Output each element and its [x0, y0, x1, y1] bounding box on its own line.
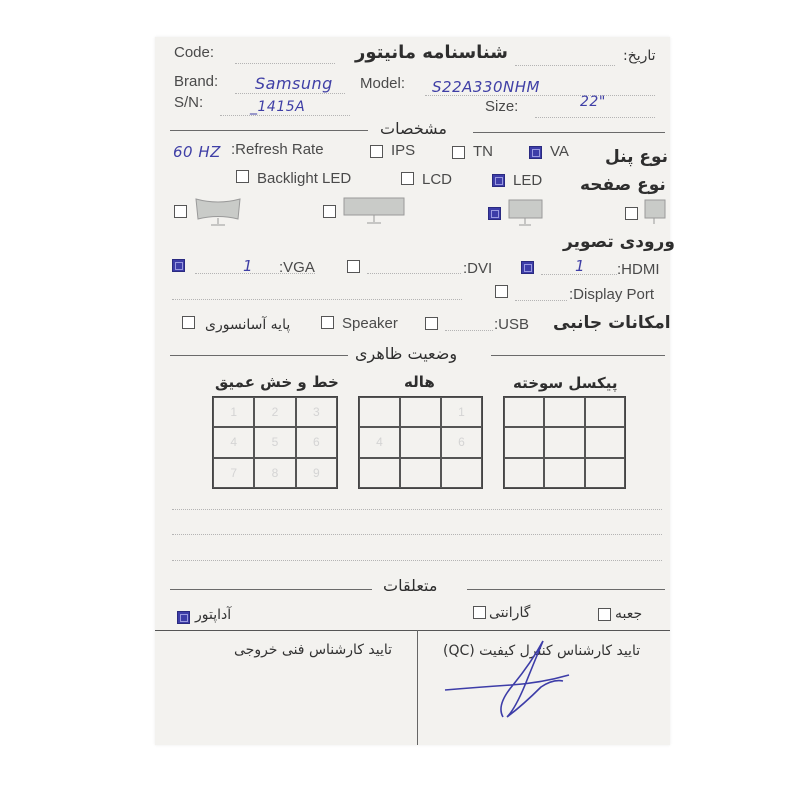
curved-monitor-icon	[195, 197, 241, 227]
vga-count: 1	[243, 257, 254, 275]
vga-checkbox[interactable]	[172, 259, 185, 272]
refresh-rate-value: 60 HZ	[173, 143, 221, 161]
led-checkbox[interactable]	[492, 174, 505, 187]
grid-cell[interactable]	[504, 427, 544, 457]
dvi-checkbox[interactable]	[347, 260, 360, 273]
screen-type-label: نوع صفحه	[580, 175, 666, 195]
vga-label: :VGA	[279, 259, 315, 276]
grid-cell[interactable]: 3	[296, 397, 337, 427]
grid-cell[interactable]: 6	[296, 427, 337, 457]
form-title: شناسنامه مانیتور	[355, 42, 508, 63]
hdmi-checkbox[interactable]	[521, 261, 534, 274]
grid-cell[interactable]	[504, 458, 544, 488]
backlight-led-checkbox[interactable]	[236, 170, 249, 183]
size-value: 22"	[580, 94, 606, 110]
ultrawide-monitor-checkbox[interactable]	[323, 205, 336, 218]
halo-grid	[358, 396, 483, 489]
hdmi-label: :HDMI	[617, 261, 660, 278]
hdmi-count: 1	[575, 257, 586, 275]
grid-cell[interactable]: 7	[213, 458, 254, 488]
sn-label: S/N:	[174, 94, 204, 111]
grid-cell[interactable]: 6	[441, 427, 482, 457]
lcd-checkbox[interactable]	[401, 172, 414, 185]
grid-cell[interactable]	[544, 427, 584, 457]
adapter-label: آداپتور	[195, 607, 232, 623]
small-monitor-icon	[644, 199, 666, 229]
grid-cell[interactable]: 8	[254, 458, 295, 488]
dead-pixel-grid	[503, 396, 626, 489]
grid-cell[interactable]: 5	[254, 427, 295, 457]
panel-type-label: نوع پنل	[605, 147, 669, 167]
grid-cell[interactable]	[400, 458, 441, 488]
displayport-label: :Display Port	[569, 286, 655, 303]
date-label: تاریخ:	[623, 48, 656, 64]
curved-monitor-checkbox[interactable]	[174, 205, 187, 218]
grid-cell[interactable]	[544, 397, 584, 427]
grid-cell[interactable]	[400, 397, 441, 427]
features-label: امکانات جانبی	[553, 313, 671, 333]
adapter-checkbox[interactable]	[177, 611, 190, 624]
tn-label: TN	[473, 143, 493, 160]
grid-cell[interactable]	[504, 397, 544, 427]
ips-label: IPS	[391, 142, 416, 159]
flat-monitor-icon	[508, 199, 544, 229]
grid-cell[interactable]	[585, 397, 625, 427]
dvi-label: :DVI	[463, 260, 493, 277]
specs-heading: مشخصات	[380, 119, 447, 138]
video-inputs-label: ورودی تصویر	[563, 232, 675, 252]
va-label: VA	[550, 143, 569, 160]
qc-signature	[441, 635, 581, 725]
usb-label: :USB	[494, 316, 530, 333]
scratch-label: خط و خش عمیق	[215, 373, 339, 391]
code-label: Code:	[174, 44, 215, 61]
flat-monitor-checkbox[interactable]	[488, 207, 501, 220]
small-monitor-checkbox[interactable]	[625, 207, 638, 220]
box-checkbox[interactable]	[598, 608, 611, 621]
speaker-label: Speaker	[342, 315, 398, 332]
grid-cell[interactable]	[441, 458, 482, 488]
led-label: LED	[513, 172, 543, 189]
qc-approval-label: تایید کارشناس کنترل کیفیت (QC)	[443, 643, 641, 659]
condition-heading: وضعیت ظاهری	[355, 344, 458, 363]
refresh-rate-label: :Refresh Rate	[231, 141, 324, 158]
dead-pixel-label: پیکسل سوخته	[513, 374, 618, 392]
warranty-label: گارانتی	[489, 605, 531, 621]
grid-cell[interactable]	[585, 458, 625, 488]
form-sheet	[155, 37, 675, 745]
backlight-led-label: Backlight LED	[257, 170, 352, 187]
warranty-checkbox[interactable]	[473, 606, 486, 619]
grid-cell[interactable]: 9	[296, 458, 337, 488]
tech-approval-label: تایید کارشناس فنی خروجی	[234, 642, 393, 658]
speaker-checkbox[interactable]	[321, 316, 334, 329]
grid-cell[interactable]: 2	[254, 397, 295, 427]
grid-cell[interactable]: 4	[213, 427, 254, 457]
scratch-grid	[212, 396, 338, 489]
grid-cell[interactable]	[400, 427, 441, 457]
sn-value: _1415A	[250, 99, 306, 115]
elevator-stand-checkbox[interactable]	[182, 316, 195, 329]
grid-cell[interactable]	[585, 427, 625, 457]
grid-cell[interactable]: 1	[441, 397, 482, 427]
model-value: S22A330NHM	[432, 78, 540, 96]
grid-cell[interactable]	[359, 397, 400, 427]
grid-cell[interactable]: 4	[359, 427, 400, 457]
accessories-heading: متعلقات	[383, 576, 438, 595]
tn-checkbox[interactable]	[452, 146, 465, 159]
va-checkbox[interactable]	[529, 146, 542, 159]
brand-value: Samsung	[255, 74, 333, 93]
grid-cell[interactable]	[359, 458, 400, 488]
elevator-stand-label: پایه آسانسوری	[205, 317, 291, 333]
grid-cell[interactable]: 1	[213, 397, 254, 427]
model-label: Model:	[360, 75, 406, 92]
grid-cell[interactable]	[544, 458, 584, 488]
size-label: Size:	[485, 98, 519, 115]
displayport-checkbox[interactable]	[495, 285, 508, 298]
usb-checkbox[interactable]	[425, 317, 438, 330]
lcd-label: LCD	[422, 171, 453, 188]
box-label: جعبه	[615, 606, 643, 622]
halo-label: هاله	[404, 373, 435, 391]
ips-checkbox[interactable]	[370, 145, 383, 158]
ultrawide-monitor-icon	[343, 197, 405, 227]
brand-label: Brand:	[174, 73, 219, 90]
